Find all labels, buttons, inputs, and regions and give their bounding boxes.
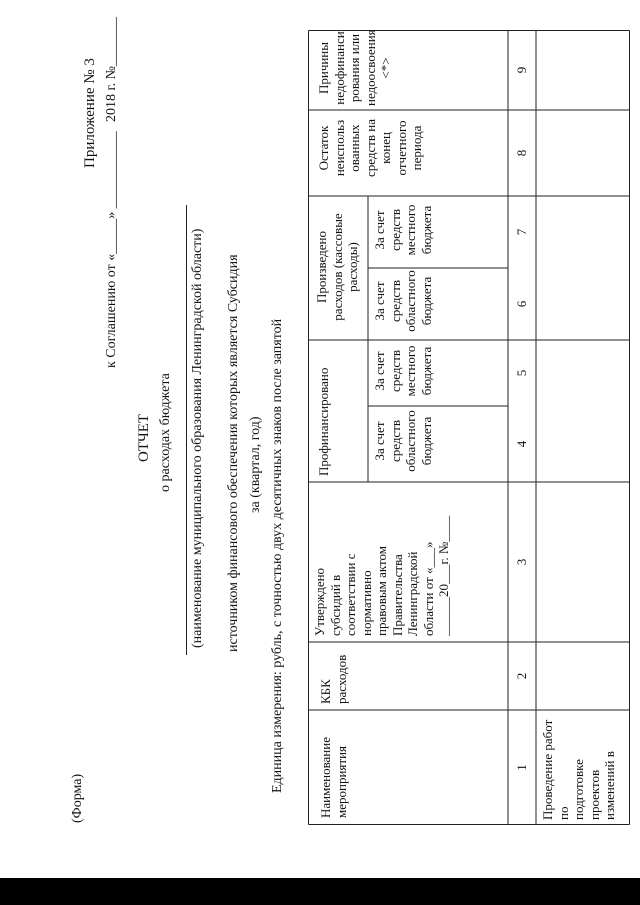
appendix-agreement-line: к Соглашению от «_____» ___________ (104, 131, 119, 368)
colnum-7: 7 (514, 228, 529, 236)
header-prefinanced-regional: За счет средств областного бюджета (372, 410, 434, 472)
header-produced-regional: За счет средств областного бюджета (372, 270, 434, 332)
header-remainder: Остаток неиспольз ованных средств на конец отчетного периода (316, 118, 424, 178)
form-label: (Форма) (70, 773, 85, 823)
header-prefinanced: Профинансировано (316, 367, 331, 476)
municipality-underline (186, 205, 187, 655)
unit-line: Единица измерения: рубль, с точностью двух десятичных знаков после запятой (270, 318, 285, 793)
header-event-name: Наименование мероприятия (318, 737, 349, 818)
colnum-4: 4 (514, 440, 529, 448)
scan-bottom-edge (0, 878, 640, 905)
header-prefinanced-local: За счет средств местного бюджета (372, 345, 434, 397)
colnum-1: 1 (514, 764, 529, 771)
appendix-number: Приложение № 3 (82, 58, 98, 168)
appendix-agreement-number: 2018 г. №_______ (104, 16, 119, 122)
header-reasons: Причины недофинанси рования или недоосвоения <*> (316, 29, 393, 106)
colnum-3: 3 (514, 558, 529, 566)
expense-report-table (308, 30, 630, 825)
colnum-5: 5 (514, 369, 529, 377)
colnum-6: 6 (514, 300, 529, 308)
header-kbk: КБК расходов (318, 654, 349, 704)
period-line: за (квартал, год) (248, 416, 263, 513)
header-produced: Произведено расходов (кассовые расходы) (314, 213, 360, 321)
colnum-9: 9 (514, 66, 529, 74)
report-title: ОТЧЕТ (136, 413, 152, 462)
header-approved: Утверждено субсидий в соответствии с нормативно правовым актом Правительства Ленинградской области от «___» ______20___г. №____ (312, 515, 451, 636)
funding-line: источником финансового обеспечения которых является Субсидия (226, 254, 241, 652)
header-produced-local: За счет средств местного бюджета (372, 204, 434, 256)
colnum-8: 8 (514, 149, 529, 157)
report-subtitle: о расходах бюджета (158, 373, 173, 492)
colnum-2: 2 (514, 672, 529, 680)
row-1-event: Проведение работ по подготовке проектов изменений в (540, 719, 617, 820)
municipality-caption: (наименование муниципального образования Ленинградской области) (190, 228, 205, 648)
